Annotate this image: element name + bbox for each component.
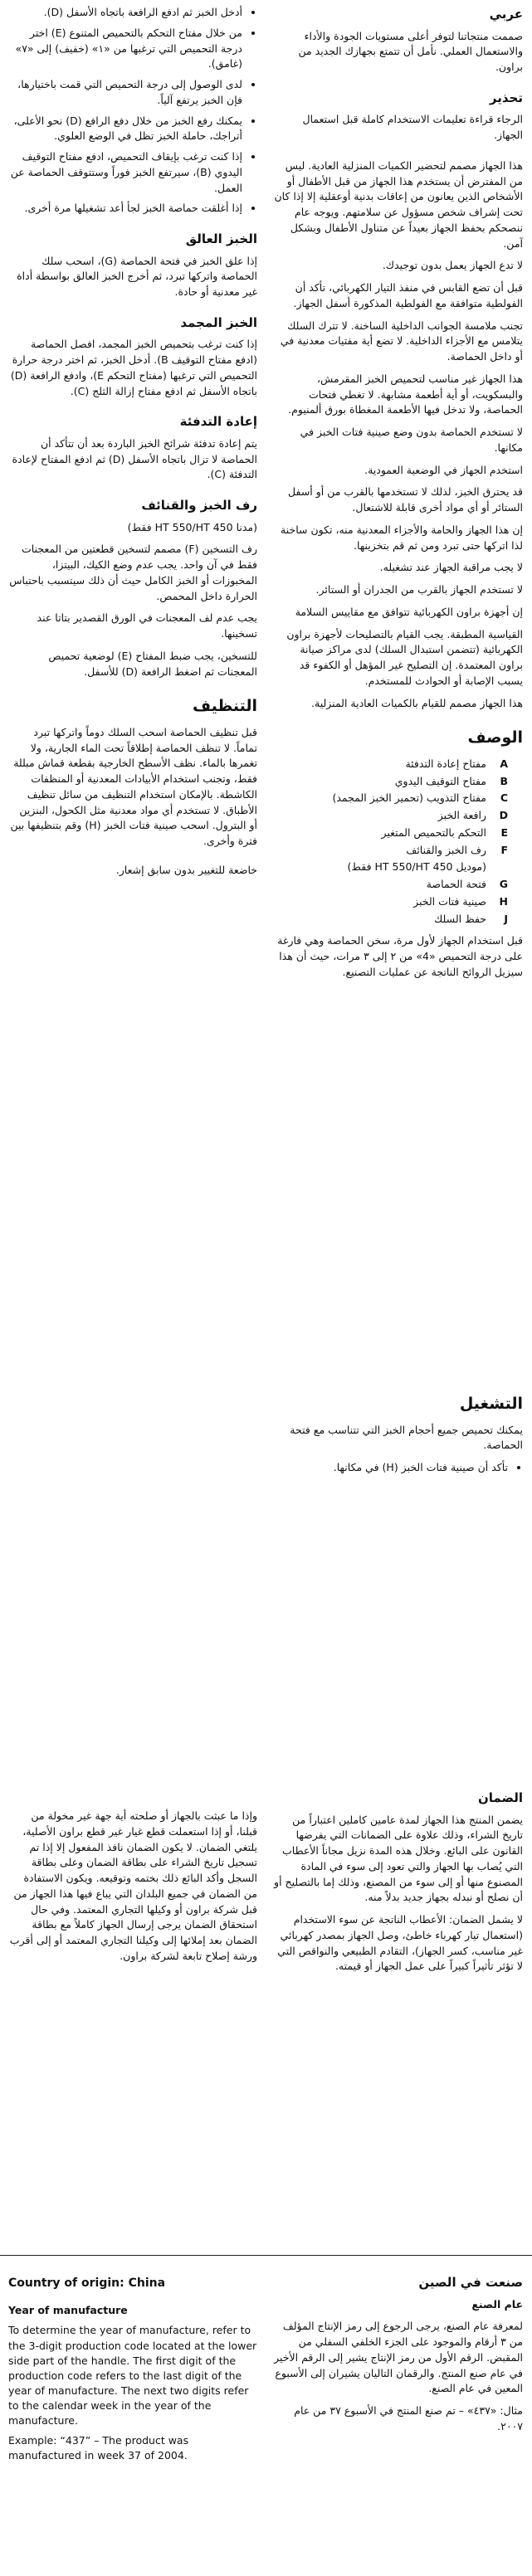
safety-item: لا تستخدم الجهاز بالقرب من الجدران أو الستائر. <box>315 583 523 596</box>
stuck-bread-text: إذا علق الخبز في فتحة الحماصة (G)، اسحب سلك الحماصة واتركها تبرد، ثم أخرج الخبز العالق بواسطة أداة غير معدنية أو حادة. <box>17 254 257 298</box>
warranty-section <box>274 1775 523 1981</box>
legend-item: E التحكم بالتحميص المتغير <box>381 825 508 839</box>
safety-item: هذا الجهاز غير مناسب لتحميص الخبز المقرمش، والبسكويت، أو أية أطعمة مشابهة. لا تغطي فتحات الحماصة، ولا تدخل فيها الأطعمة المغطاة بورق ألمنيوم. <box>288 372 523 416</box>
reheat-title: إعادة التدفئة <box>179 414 257 430</box>
warranty-text: يضمن المنتج هذا الجهاز لمدة عامين كاملين اعتباراً من تاريخ الشراء، وذلك علاوة على الضمانات التي يفرضها القانون على البائع. وخلال هذه المدة نزيل مجاناً الأعطاب التي يُصاب بها الجهاز والتي تعود إلى سوء في المادة المصنوع منها أو إلى سوء من المصنع، وذلك إما بالتصليح أو أن نصلح أو نبدله بجهاز جديد بدلاً منه. <box>274 1813 523 1904</box>
warranty-exclusions: لا يشمل الضمان: الأعطاب الناتجة عن سوء الاستخدام (استعمال تيار كهرباء خاطئ، وصل الجهاز بمصدر كهربائي غير مناسب، كسر الجهاز)، التقادم الطبيعي والنواقص التي لا تؤثر تأثيراً كبيراً على عمل الجهاز أو قيمته. <box>277 1913 523 1973</box>
year-example: مثال: «٤٣٧» – تم صنع المنتج في الأسبوع ٣٧ من عام ٢٠٠٧. <box>294 2404 523 2432</box>
legend-item: D رافعة الخبز <box>437 809 508 821</box>
legend-item: B مفتاح التوقيف اليدوي <box>394 774 508 787</box>
stuck-bread-title: الخبز العالق <box>185 231 257 246</box>
left-column <box>8 5 257 885</box>
safety-item: لا تدع الجهاز يعمل بدون توجيدك. <box>382 259 523 272</box>
safety-item: استخدم الجهاز في الوضعية العمودية. <box>364 463 523 476</box>
year-heading: Year of manufacture <box>8 2304 128 2317</box>
operation-steps <box>8 5 242 217</box>
operation-section <box>274 1377 523 1483</box>
rack-title: رف الخبز والقنائف <box>141 498 257 513</box>
safety-item: إن أجهزة براون الكهربائية تتوافق مع مقاييس السلامة <box>295 605 523 618</box>
safety-item: لا يجب مراقبة الجهاز عند تشغيله. <box>379 561 523 574</box>
warranty-title: الضمان <box>477 1790 523 1805</box>
year-text-en: To determine the year of manufacture, refer to the 3-digit production code located at the lower side part of the handle. The first digit of the production code refers to the last digit of the year of manufacture. The next two digits refer to the calendar week in the year of the manufacture. <box>8 2324 257 2427</box>
operation-step: • لدى الوصول إلى درجة التحميص التي قمت باختيارها، فإن الخبز يرتفع آلياً. <box>8 77 242 109</box>
legend-item: (موديل HT 550/HT 450 فقط) <box>347 860 486 874</box>
operation-item: • تأكد أن صينية فتات الخبز (H) في مكانها. <box>274 1460 508 1476</box>
operation-title: التشغيل <box>459 1395 523 1413</box>
frozen-bread-text: إذا كنت ترغب بتحميص الخبز المجمد، افصل الحماصة (ادفع مفتاح التوقيف B). أدخل الخبز، ثم اختر درجة حرارة التحميص التي ترغبها (مفتاح التحكم E)، وادفع الرافعة (D) باتجاه الأسفل ثم ادفع مفتاح إزالة الثلج (C). <box>10 338 257 397</box>
year-text: لمعرفة عام الصنع، يرجى الرجوع إلى رمز الإنتاج المؤلف من ٣ أرقام والموجود على الجزء الخلفي السفلي من المقبض. الرقم الأول من رمز الإنتاج يشير إلى الرقم الأخير في عام صنع المنتج. والرقمان التاليان يشيران إلى الأسبوع المعين في عام الصنع. <box>274 2320 523 2395</box>
operation-list <box>274 1460 508 1476</box>
origin-section-en <box>8 2275 257 2469</box>
warning-title: تحذير <box>489 90 523 105</box>
operation-step: • يمكنك رفع الخبز من خلال دفع الرافع (D) نحو الأعلى، أتراجك، حاملة الخبز تظل في الوضع العلوي. <box>8 114 242 145</box>
rack-text: يجب عدم لف المعجنات في الورق القصدير بتاتا عند تسخينها. <box>37 611 257 640</box>
operation-step: • إذا كنت ترغب بإيقاف التحميص، ادفع مفتاح التوقيف اليدوي (B)، سيرتفع الخبز فوراً وستتوقف الحماصة عن العمل. <box>8 149 242 196</box>
legend-item: F رف الخبز والقنائف <box>406 843 508 856</box>
year-example-en: Example: “437” – The product was manufactured in week 37 of 2004. <box>8 2434 189 2462</box>
language-title: عربي <box>489 7 523 22</box>
country-of-origin: Country of origin: China <box>8 2277 166 2290</box>
safety-item: قد يحترق الخبز، لذلك لا تستخدمها بالقرب من أو أسفل الستائر أو أي مواد أخرى قابلة للاشتعال. <box>288 485 523 514</box>
operation-step: • إذا أغلقت حماصة الخبز لجأ أعد تشغيلها مرة أخرى. <box>8 201 242 217</box>
change-notice: خاضعة للتغيير بدون سابق إشعار. <box>115 863 257 876</box>
origin-section-ar <box>274 2273 523 2442</box>
legend-item: A مفتاح إعادة التدفئة <box>405 757 508 770</box>
safety-item: القياسية المطبقة. يجب القيام بالتصليحات لأجهزة براون الكهربائية (تتضمن استبدال السلك) لدى مراكز صيانة براون المعتمدة. إن التصليح غير المؤهل أو الكفوء قد يسبب الإصابة أو الحوادث للمستخدم. <box>286 627 523 687</box>
safety-item: هذا الجهاز مصمم لتحضير الكميات المنزلية العادية. ليس من المفترض أن يستخدم هذا الجهاز من قبل الأطفال أو الأشخاص الذين يعانون من إعاقات بدنية أوعقلية إلا إذا كان تحت إشراف شخص مسؤول عن سلامتهم. ويوجه عام ننصحكم بحفظ الجهاز بعيداً عن متناول الأطفال وبشكل آمن. <box>274 158 523 250</box>
divider <box>0 2255 532 2256</box>
warranty-continued <box>8 1809 257 1971</box>
legend-item: C مفتاح التذويب (تحمير الخبز المجمد) <box>332 791 508 805</box>
parts-legend <box>274 757 508 928</box>
rack-model: (مدنا HT 550/HT 450 فقط) <box>127 520 257 533</box>
year-title: عام الصنع <box>471 2297 523 2311</box>
description-title: الوصف <box>467 728 523 747</box>
legend-item: J حفظ السلك <box>434 912 508 925</box>
right-column <box>274 5 523 987</box>
rack-text: للتسخين، يجب ضبط المفتاح (E) لوضعية تحميص المعجنات ثم اضغط الرافعة (D) للأسفل. <box>48 649 257 678</box>
rack-text: رف التسخين (F) مصمم لتسخين قطعتين من المعجنات فقط في آن واحد. يجب عدم وضع الكيك، البيتزا، المخبوزات أو الخبز الكامل حيث أن ذلك سيتسبب باحتباس الحرارة داخل المحمص. <box>9 543 257 602</box>
warranty-continued-text: وإذا ما عبثت بالجهاز أو صلحته أية جهة غير مخولة من قبلنا، أو إذا استعملت قطع غيار غير قطع براون الأصلية، يلتغي الضمان. لا يكون الضمان نافذ المفعول إلا إذا تم تسجيل تاريخ الشراء على بطاقة الضمان وعلى بطاقة السجل وأكد البائع ذلك بختمه وتوقيعه. ويكون الاستفادة من الضمان في جميع البلدان التي يباع فيها هذا الجهاز من قبل شركة براون أو وكيلها التجاري المعتمد. وفي حال استحقاق الضمان يرجى إرسال الجهاز كاملاً مع بطاقة الضمان بعد إملائها إلى وكيلنا التجاري المعتمد أو إلى أقرب ورشة إصلاح تابعة لشركة براون. <box>9 1809 257 1962</box>
intro-text: صممت منتجاتنا لتوفر أعلى مستويات الجودة والأداء والاستعمال العملي. نأمل أن تتمتع بجهازك الجديد من براون. <box>298 29 523 73</box>
warning-text: الرجاء قراءة تعليمات الاستخدام كاملة قبل استعمال الجهاز. <box>302 113 523 141</box>
legend-item: H صينية فتات الخبز <box>413 894 508 908</box>
legend-item: G فتحة الحماصة <box>426 878 508 890</box>
safety-item: هذا الجهاز مصمم للقيام بالكميات العادية المنزلية. <box>311 696 523 709</box>
cleaning-title: التنظيف <box>192 697 257 716</box>
safety-item: قبل أن تضع القابس في منفذ التيار الكهربائي، تأكد أن الفولطية متوافقة مع الفولطية المذكورة أسفل الجهاز. <box>293 281 523 309</box>
frozen-bread-title: الخبز المجمد <box>180 314 257 330</box>
operation-text: يمكنك تحميص جميع أحجام الخبز التي تتناسب مع فتحة الحماصة. <box>290 1423 523 1452</box>
safety-list <box>274 158 523 712</box>
operation-step: • من خلال مفتاح التحكم بالتحميص المتنوع (E) اختر درجة التحميص التي ترغبها من «١» (خفيف) إلى «٧» (غامق). <box>8 26 242 72</box>
safety-item: لا تستخدم الحماصة بدون وضع صينية فتات الخبز في مكانها. <box>300 426 523 454</box>
cleaning-text: قبل تنظيف الحماصة اسحب السلك دوماً واتركها تبرد تماماً. لا تنظف الحماصة إطلاقاً تحت الماء الجارية، ولا تغمرها بالماء. نظف الأسطح الخارجية بقطعة قماش مبللة فقط، وتجنب استخدام الأبيادات المعدنية أو المنظفات الكاشطة. بالإمكان استخدام التنظيف من سائل تنظيف الأطباق. لا تستخدم أي مواد معدنية مثل الكحول، البنزين أو البترول. اسحب صينية فتات الخبز (H) وقم بتنظيفها بين فترة وأخرى. <box>10 725 257 847</box>
operation-step: • أدخل الخبز ثم ادفع الرافعة باتجاه الأسفل (D). <box>8 5 242 21</box>
first-use-note: قبل استخدام الجهاز لأول مرة، سخن الحماصة وهي فارغة على درجة التحميص «4» من ٢ إلى ٣ مرات، حيث أن هذا سيزيل الروائح الناتجة عن عمليات التصنيع. <box>277 934 523 978</box>
reheat-text: يتم إعادة تدفئة شرائح الخبز الباردة بعد أن تتأكد أن الحماصة لا تزال باتجاه الأسفل (D) ثم ادفع المفتاح لإعادة التدفئة (C). <box>12 436 257 481</box>
safety-item: إن هذا الجهاز والحامة والأجزاء المعدنية منه، تكون ساخنة لذا اتركها حتى تبرد ومن ثم قم بتخزينها. <box>281 523 523 552</box>
made-in-title: صنعت في الصين <box>418 2275 523 2290</box>
safety-item: تجنب ملامسة الجوانب الداخلية الساخنة. لا تترك السلك يتلامس مع الأجزاء الداخلية. لا تضع أية مفتيات معدنية في أو داخل الحماصة. <box>280 319 523 363</box>
